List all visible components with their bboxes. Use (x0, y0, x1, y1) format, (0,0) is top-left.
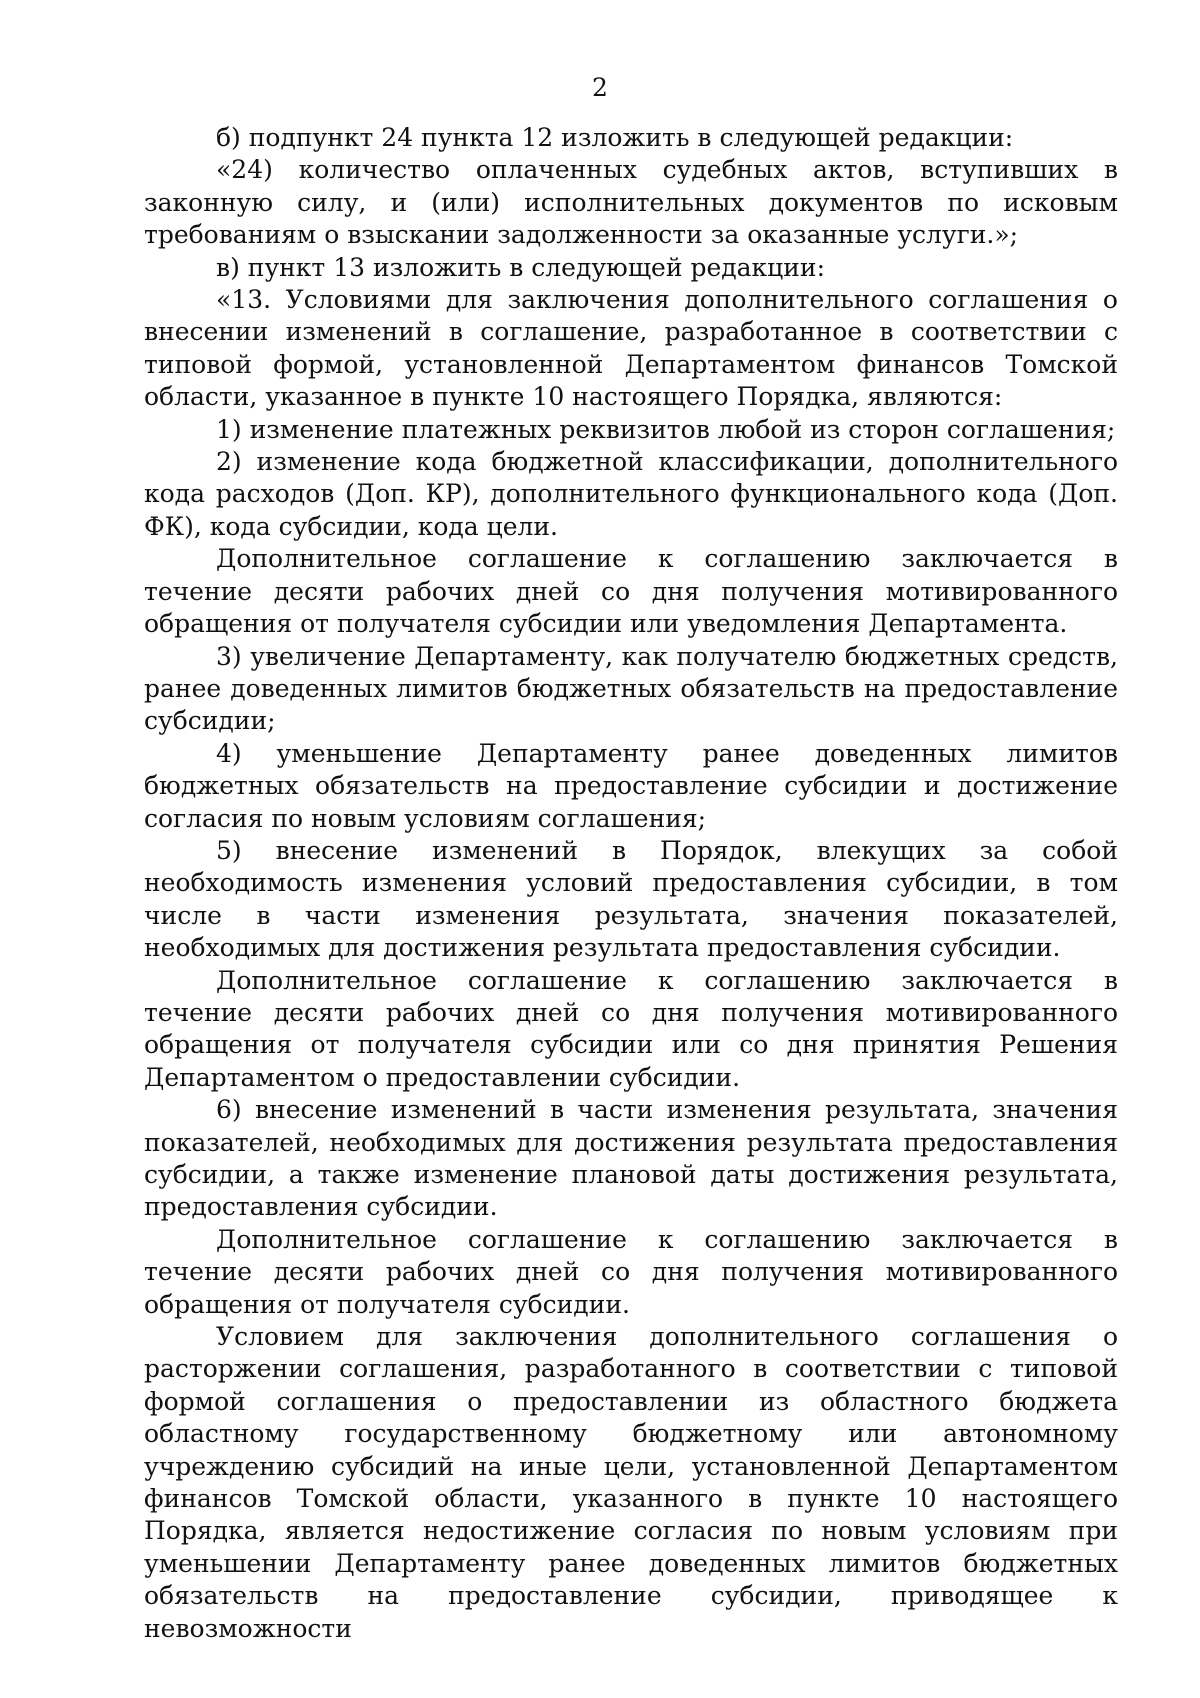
paragraph-condition-4: 4) уменьшение Департаменту ранее доведенных лимитов бюджетных обязательств на предоставление субсидии и достижение согласия по новым условиям соглашения; (144, 738, 1118, 833)
paragraph-subpoint-v: в) пункт 13 изложить в следующей редакции: (216, 252, 826, 282)
paragraph-condition-6: 6) внесение изменений в части изменения результата, значения показателей, необходимых для достижения результата предоставления субсидии, а также изменение плановой даты достижения результата, предоставления субсидии. (144, 1095, 1118, 1222)
paragraph-condition-2: 2) изменение кода бюджетной классификации, дополнительного кода расходов (Доп. КР), дополнительного функционального кода (Доп. ФК), кода субсидии, кода цели. (144, 447, 1118, 541)
paragraph-item-13: «13. Условиями для заключения дополнительного соглашения о внесении изменений в соглашение, разработанное в соответствии с типовой формой, установленной Департаментом финансов Томской области, указанное в пункте 10 настоящего Порядка, являются: (144, 285, 1118, 412)
paragraph-agreement-term-2: Дополнительное соглашение к соглашению заключается в течение десяти рабочих дней со дня получения мотивированного обращения от получателя субсидии или со дня принятия Решения Департаментом о предоставлении субсидии. (144, 965, 1118, 1092)
document-body (144, 122, 1118, 1645)
paragraph-subpoint-b: б) подпункт 24 пункта 12 изложить в следующей редакции: (216, 123, 1014, 152)
paragraph-condition-5: 5) внесение изменений в Порядок, влекущих за собой необходимость изменения условий предоставления субсидии, в том числе в части изменения результата, значения показателей, необходимых для достижения результата предоставления субсидии. (144, 835, 1118, 963)
paragraph-agreement-term-3: Дополнительное соглашение к соглашению заключается в течение десяти рабочих дней со дня получения мотивированного обращения от получателя субсидии. (144, 1224, 1118, 1319)
paragraph-agreement-term-1: Дополнительное соглашение к соглашению заключается в течение десяти рабочих дней со дня получения мотивированного обращения от получателя субсидии или уведомления Департамента. (144, 544, 1118, 639)
paragraph-condition-3: 3) увеличение Департаменту, как получателю бюджетных средств, ранее доведенных лимитов бюджетных обязательств на предоставление субсидии; (144, 641, 1118, 736)
paragraph-termination-condition: Условием для заключения дополнительного соглашения о расторжении соглашения, разработанного в соответствии с типовой формой соглашения о предоставлении из областного бюджета областному государственному бюджетному или автономному учреждению субсидий на иные цели, установленной Департаментом финансов Томской области, указанного в пункте 10 настоящего Порядка, является недостижение согласия по новым условиям при уменьшении Департаменту ранее доведенных лимитов бюджетных обязательств на предоставление субсидии, приводящее к невозможности (144, 1322, 1118, 1643)
paragraph-condition-1: 1) изменение платежных реквизитов любой из сторон соглашения; (216, 414, 1116, 444)
page-number: 2 (592, 73, 608, 102)
paragraph-item-24: «24) количество оплаченных судебных актов, вступивших в законную силу, и (или) исполнительных документов по исковым требованиям о взыскании задолженности за оказанные услуги.»; (144, 155, 1118, 250)
